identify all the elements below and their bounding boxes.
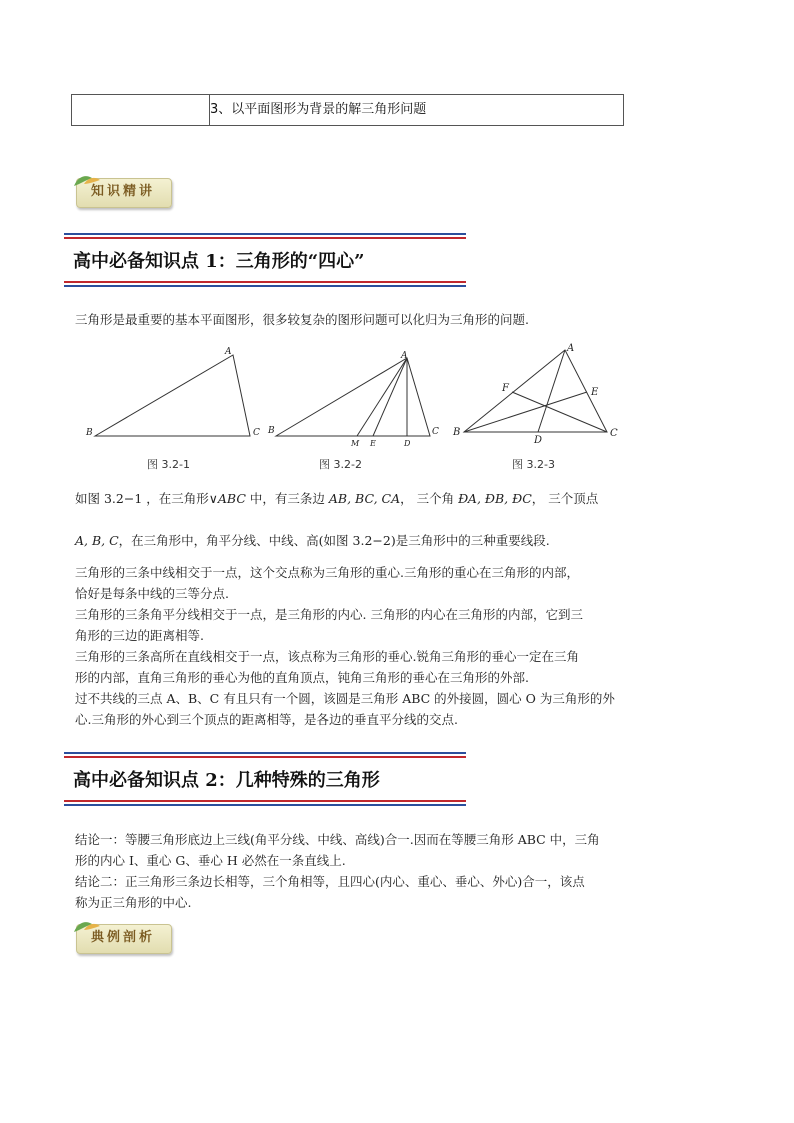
- fig2-label-a: A: [401, 351, 408, 361]
- section-title-2: 高中必备知识点 2：几种特殊的三角形: [73, 770, 380, 791]
- figure-3-2-1: [95, 355, 250, 436]
- fig3-label-b: B: [453, 427, 461, 438]
- fig1-label-b: B: [86, 428, 93, 438]
- para-elements-line1: 如图 3.2−1 ，在三角形∨ABC 中，有三条边 AB, BC, CA， 三个角 ÐA, ÐB, ÐC， 三个顶点: [75, 491, 599, 506]
- para-elements-line2: A, B, C，在三角形中，角平分线、中线、高(如图 3.2−2)是三角形中的三种重要线段.: [75, 533, 550, 548]
- para-centers: 三角形的三条中线相交于一点，这个交点称为三角形的重心.三角形的重心在三角形的内部， 恰好是每条中线的三等分点. 三角形的三条角平分线相交于一点，是三角形的内心. 三角形的内心在三角形的内部，它到三 角形的三边的距离相等. 三角形的三条高所在直线相交于一点，该点称为三角形的垂心.锐角三角形的垂心一定在三角 形的内部，直角三角形的垂心为他的直角顶点，钝角三角形的垂心在三角形的外部. 过不共线的三点 A、B、C 有且只有一个圆，该圆是三角形 ABC 的外接圆，圆心 O 为三角形的外 心.三角形的外心到三个顶点的距离相等，是各边的垂直平分线的交点.: [75, 565, 615, 727]
- fig1-caption: 图 3.2-1: [147, 458, 190, 471]
- fig3-label-a: A: [567, 343, 575, 354]
- fig1-label-a: A: [225, 347, 232, 357]
- fig1-label-c: C: [253, 428, 260, 438]
- fig2-label-m: M: [351, 439, 360, 448]
- figure-3-2-3: [464, 350, 607, 432]
- fig2-label-d: D: [404, 439, 411, 448]
- section-rule-bottom: [64, 281, 466, 287]
- section-title-1: 高中必备知识点 1：三角形的“四心”: [73, 251, 365, 272]
- examples-badge-label: 典例剖析: [90, 930, 155, 945]
- table-cell-topic: 3、以平面图形为背景的解三角形问题: [210, 102, 427, 117]
- knowledge-badge: [72, 172, 172, 208]
- fig2-label-b: B: [268, 426, 275, 436]
- knowledge-badge-label: 知识精讲: [90, 184, 155, 199]
- figure-3-2-2: [276, 358, 430, 436]
- fig3-label-c: C: [610, 428, 618, 439]
- table-cell-empty: [72, 95, 210, 125]
- fig2-label-e: E: [370, 439, 376, 448]
- fig2-caption: 图 3.2-2: [319, 458, 362, 471]
- examples-badge: [72, 918, 172, 954]
- fig3-label-e: E: [591, 387, 599, 398]
- section-rule-bottom: [64, 800, 466, 806]
- fig2-label-c: C: [432, 427, 439, 437]
- triangle-figures: [80, 340, 730, 450]
- header-table: [71, 94, 624, 126]
- fig3-label-d: D: [534, 435, 543, 446]
- para-special-triangles: 结论一：等腰三角形底边上三线(角平分线、中线、高线)合一.因而在等腰三角形 ABC 中，三角 形的内心 I、重心 G、垂心 H 必然在一条直线上. 结论二：正三角形三条边长相等，三个角相等，且四心(内心、重心、垂心、外心)合一，该点 称为正三角形的中心.: [75, 832, 600, 910]
- intro-text: 三角形是最重要的基本平面图形，很多较复杂的图形问题可以化归为三角形的问题.: [75, 312, 529, 327]
- section-rule-top: [64, 752, 466, 758]
- section-rule-top: [64, 233, 466, 239]
- fig3-label-f: F: [502, 383, 509, 394]
- fig3-caption: 图 3.2-3: [512, 458, 555, 471]
